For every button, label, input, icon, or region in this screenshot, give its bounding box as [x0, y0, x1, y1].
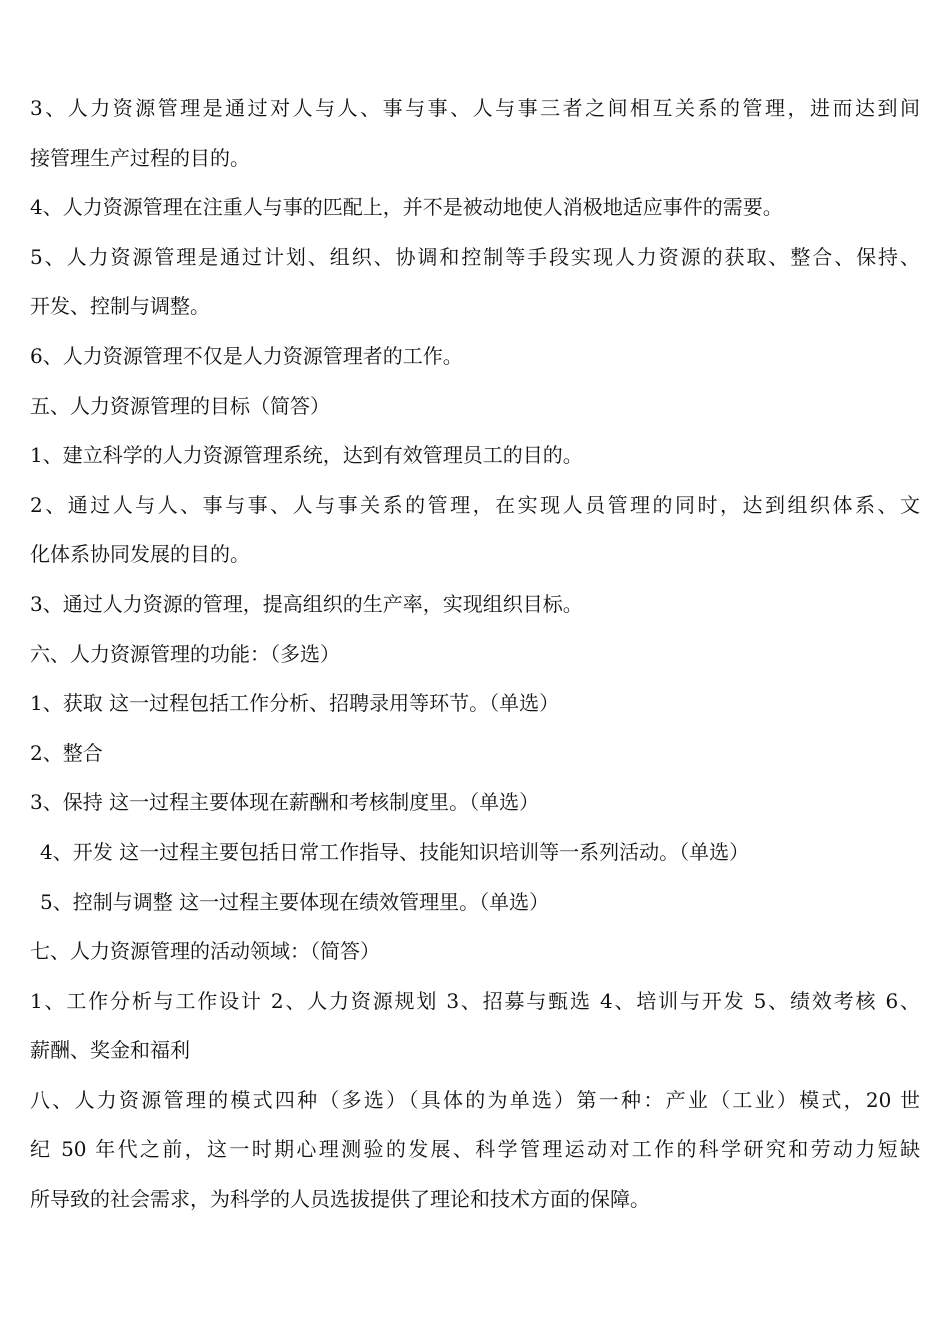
text-line: 3、人力资源管理是通过对人与人、事与事、人与事三者之间相互关系的管理，进而达到间 [30, 96, 920, 120]
text-line: 所导致的社会需求，为科学的人员选拔提供了理论和技术方面的保障。 [30, 1187, 650, 1212]
text-line: 薪酬、奖金和福利 [30, 1038, 190, 1063]
section-heading: 五、人力资源管理的目标（简答） [30, 393, 330, 418]
text-line: 开发、控制与调整。 [30, 294, 210, 319]
text-line: 5、人力资源管理是通过计划、组织、协调和控制等手段实现人力资源的获取、整合、保持、 [30, 244, 920, 269]
section-heading: 八、人力资源管理的模式四种（多选）（具体的为单选）第一种：产业（工业）模式，20 世 [30, 1087, 920, 1112]
text-line: 2、通过人与人、事与事、人与事关系的管理，在实现人员管理的同时，达到组织体系、文 [30, 492, 920, 517]
text-line: 3、保持 这一过程主要体现在薪酬和考核制度里。（单选） [30, 790, 540, 815]
text-line: 4、人力资源管理在注重人与事的匹配上，并不是被动地使人消极地适应事件的需要。 [30, 195, 783, 220]
text-line: 化体系协同发展的目的。 [30, 542, 250, 567]
text-line: 3、通过人力资源的管理，提高组织的生产率，实现组织目标。 [30, 591, 583, 616]
section-heading: 七、人力资源管理的活动领域：（简答） [30, 939, 380, 964]
text-line: 4、开发 这一过程主要包括日常工作指导、技能知识培训等一系列活动。（单选） [40, 839, 750, 864]
text-line: 纪 50 年代之前，这一时期心理测验的发展、科学管理运动对工作的科学研究和劳动力短缺 [30, 1137, 920, 1162]
text-line: 1、获取 这一过程包括工作分析、招聘录用等环节。（单选） [30, 691, 560, 716]
section-heading: 六、人力资源管理的功能：（多选） [30, 641, 340, 666]
text-line: 接管理生产过程的目的。 [30, 145, 250, 170]
text-line: 1、建立科学的人力资源管理系统，达到有效管理员工的目的。 [30, 443, 583, 468]
text-line: 6、人力资源管理不仅是人力资源管理者的工作。 [30, 343, 463, 368]
text-line: 2、整合 [30, 740, 103, 765]
text-line: 1、工作分析与工作设计 2、人力资源规划 3、招募与甄选 4、培训与开发 5、绩效考核 6、 [30, 988, 920, 1013]
text-line: 5、控制与调整 这一过程主要体现在绩效管理里。（单选） [40, 889, 550, 914]
document-body [30, 84, 920, 1225]
